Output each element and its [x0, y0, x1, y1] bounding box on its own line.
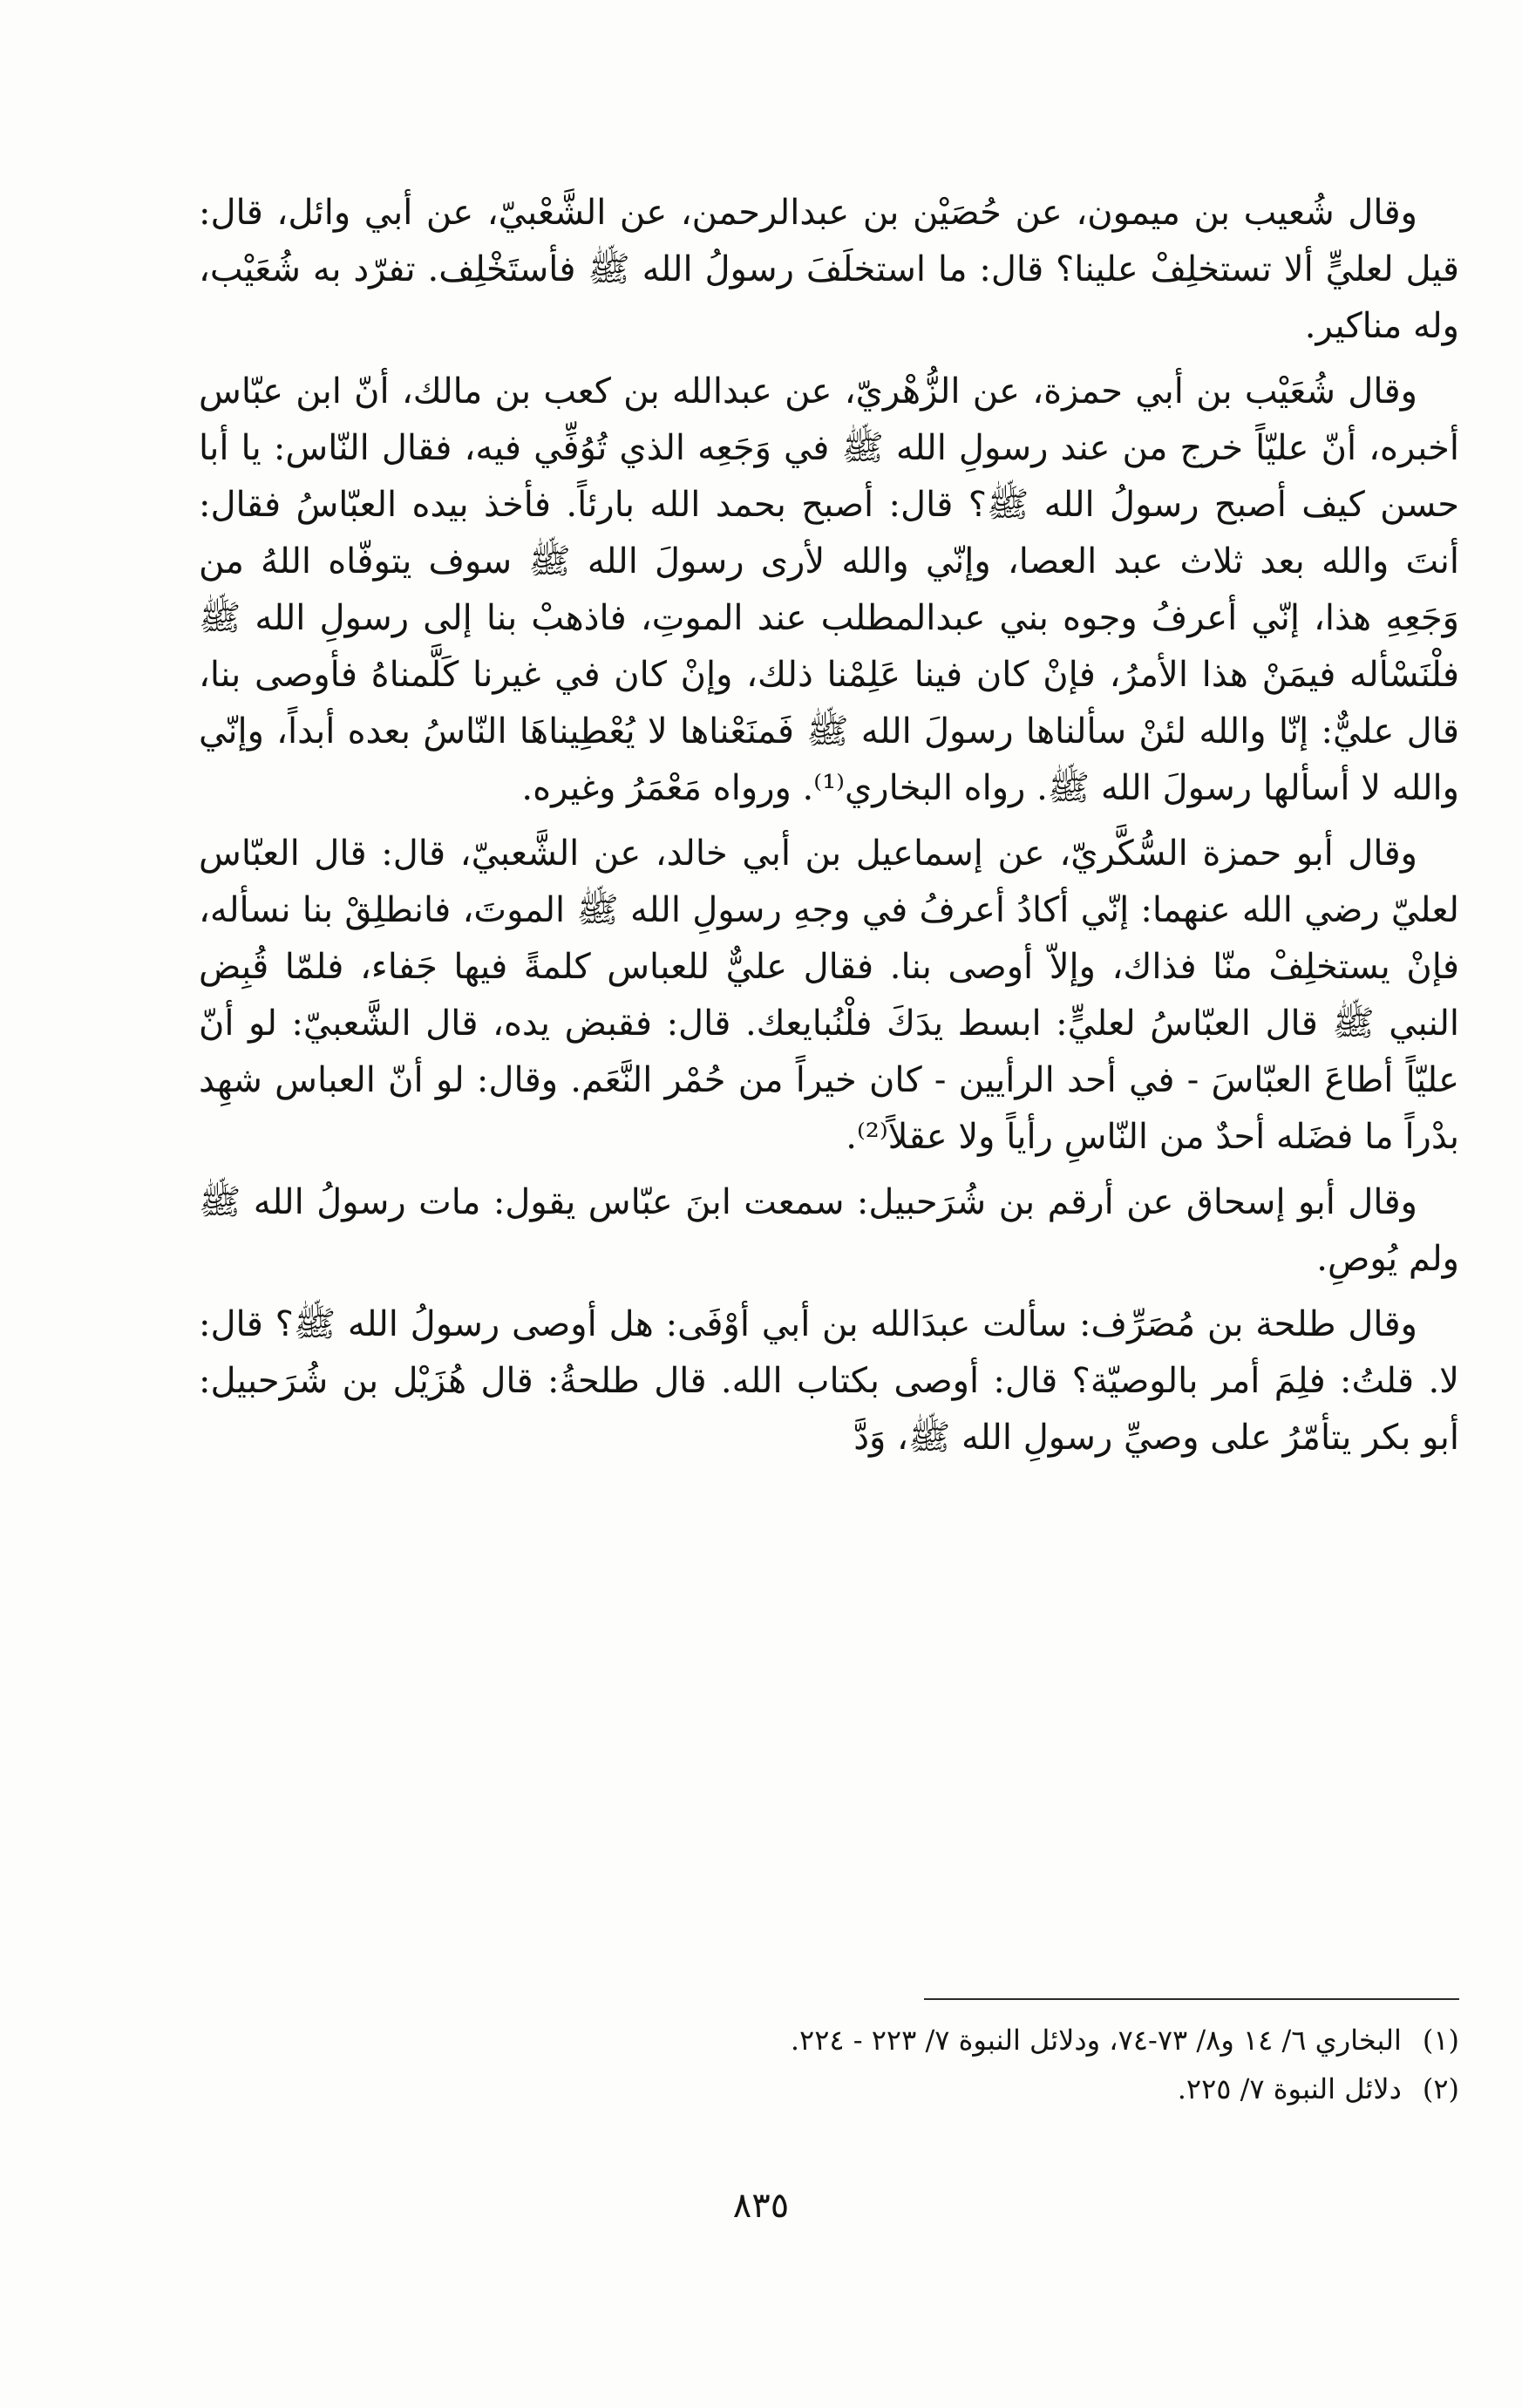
footnote-2 — [199, 2064, 1459, 2113]
paragraph-4: وقال أبو إسحاق عن أرقم بن شُرَحبيل: سمعت ابنَ عبّاس يقول: مات رسولُ الله ﷺ ولم يُوصِ. — [199, 1182, 1459, 1279]
footnote-text: البخاري ٦/ ١٤ و٨/ ٧٣-٧٤، ودلائل النبوة ٧/ ٢٢٣ - ٢٢٤. — [790, 2024, 1402, 2057]
footnote-1 — [199, 2016, 1459, 2064]
footnotes — [199, 2016, 1459, 2113]
footnote-number: (٢) — [1422, 2072, 1459, 2105]
footnote-number: (١) — [1422, 2024, 1459, 2057]
main-text — [199, 185, 1459, 1472]
paragraph-1: وقال شُعيب بن ميمون، عن حُصَيْن بن عبدالرحمن، عن الشَّعْبيّ، عن أبي وائل، قال: قيل لعليٍّ ألا تستخلِفْ علينا؟ قال: ما استخلَفَ رسولُ الله ﷺ فأستَخْلِف. تفرّد به شُعَيْب، وله مناكير. — [199, 193, 1459, 346]
paragraph-2: وقال شُعَيْب بن أبي حمزة، عن الزُّهْريّ، عن عبدالله بن كعب بن مالك، أنّ ابن عبّاس أخبره، أنّ عليّاً خرج من عند رسولِ الله ﷺ في وَجَعِه الذي تُوُفِّي فيه، فقال النّاس: يا أبا حسن كيف أصبح رسولُ الله ﷺ؟ قال: أصبح بحمد الله بارئاً. فأخذ بيده العبّاسُ فقال: أنتَ والله بعد ثلاث عبد العصا، وإنّي والله لأرى رسولَ الله ﷺ سوف يتوفّاه اللهُ من وَجَعِهِ هذا، إنّي أعرفُ وجوه بني عبدالمطلب عند الموتِ، فاذهبْ بنا إلى رسولِ الله ﷺ فلْنَسْأله فيمَنْ هذا الأمرُ، فإنْ كان فينا عَلِمْنا ذلك، وإنْ كان في غيرنا كَلَّمناهُ فأوصى بنا، قال عليٌّ: إنّا والله لئنْ سألناها رسولَ الله ﷺ فَمنَعْناها لا يُعْطِيناهَا النّاسُ بعده أبداً، وإنّي والله لا أسألها رسولَ الله ﷺ. رواه البخاري⁽¹⁾. ورواه مَعْمَرُ وغيره. — [199, 371, 1459, 808]
footnote-separator — [924, 1998, 1459, 2000]
paragraph-5: وقال طلحة بن مُصَرِّف: سألت عبدَالله بن أبي أوْفَى: هل أوصى رسولُ الله ﷺ؟ قال: لا. قلتُ: فلِمَ أمر بالوصيّة؟ قال: أوصى بكتاب الله. قال طلحةُ: قال هُزَيْل بن شُرَحبيل: أبو بكر يتأمّرُ على وصيِّ رسولِ الله ﷺ، وَدَّ — [199, 1304, 1459, 1458]
paragraph-3: وقال أبو حمزة السُّكَّريّ، عن إسماعيل بن أبي خالد، عن الشَّعبيّ، قال: قال العبّاس لعليّ رضي الله عنهما: إنّي أكادُ أعرفُ في وجهِ رسولِ الله ﷺ الموتَ، فانطلِقْ بنا نسأله، فإنْ يستخلِفْ منّا فذاك، وإلاّ أوصى بنا. فقال عليٌّ للعباس كلمةً فيها جَفاء، فلمّا قُبِض النبي ﷺ قال العبّاسُ لعليٍّ: ابسط يدَكَ فلْنُبايعك. قال: فقبض يده، قال الشَّعبيّ: لو أنّ عليّاً أطاعَ العبّاسَ - في أحد الرأيين - كان خيراً من حُمْر النَّعَم. وقال: لو أنّ العباس شهِد بدْراً ما فضَله أحدٌ من النّاسِ رأياً ولا عقلاً⁽²⁾. — [199, 833, 1459, 1157]
footnote-text: دلائل النبوة ٧/ ٢٢٥. — [1177, 2072, 1402, 2105]
page-number: ٨٣٥ — [732, 2186, 790, 2226]
